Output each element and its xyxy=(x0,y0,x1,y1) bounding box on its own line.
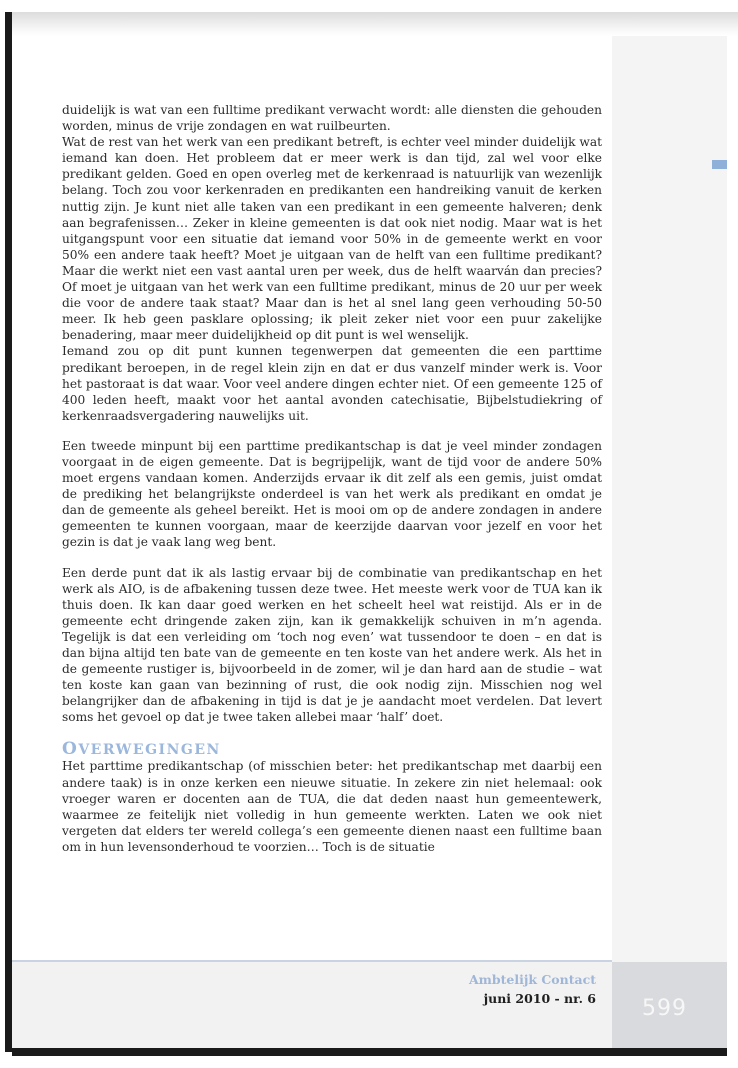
paragraph-3: Iemand zou op dit punt kunnen tegenwerpen dat gemeenten die een parttime predikant beroepen, in de regel klein zijn en dat er dus vanzelf minder werk is. Voor het pastoraat is dat waar. Voor veel andere dingen echter niet. Of een gemeente 125 of 400 leden heeft, maakt voor het aantal avonden catechisatie, Bijbelstudiekring of kerkenraadsvergadering nauwelijks uit. xyxy=(62,344,602,423)
footer-rule xyxy=(12,960,612,962)
paragraph-1: duidelijk is wat van een fulltime predikant verwacht wordt: alle diensten die gehouden worden, minus de vrije zondagen en wat ruilbeurten. xyxy=(62,103,602,134)
paragraph-4: Een tweede minpunt bij een parttime predikantschap is dat je veel minder zondagen voorgaat in de eigen gemeente. Dat is begrijpelijk, want de tijd voor de andere 50% moet ergens vandaan komen. Anderzijds ervaar ik dit zelf als een gemis, juist omdat de prediking het belangrijkste onderdeel is van het werk als predikant en omdat je dan de gemeente als geheel bereikt. Het is mooi om op de andere zondagen in andere gemeenten te kunnen voorgaan, maar de keerzijde daarvan voor jezelf en voor het gezin is dat je vaak lang weg bent. xyxy=(62,438,602,550)
paragraph-5: Een derde punt dat ik als lastig ervaar bij de combinatie van predikantschap en het werk als AIO, is de afbakening tussen deze twee. Het meeste werk voor de TUA kan ik thuis doen. Ik kan daar goed werken en het scheelt heel wat reistijd. Als er in de gemeente echt dringende zaken zijn, kan ik gemakkelijk schuiven in m’n agenda. Tegelijk is dat een verleiding om ‘toch nog even’ wat tussendoor te doen – en dat is dan bijna altijd ten bate van de gemeente en ten koste van het andere werk. Als het in de gemeente rustiger is, bijvoorbeeld in de zomer, wil je dan hard aan de studie – wat ten koste kan gaan van bezinning of rust, die ook nodig zijn. Misschien nog wel belangrijker dan de afbakening in tijd is dat je je aandacht moet verdelen. Dat levert soms het gevoel op dat je twee taken allebei maar ‘half’ doet. xyxy=(62,565,602,725)
page-number: 599 xyxy=(642,996,687,1021)
paragraph-6: Het parttime predikantschap (of misschien beter: het predikantschap met daarbij een andere taak) is in onze kerken een nieuwe situatie. In zekere zin niet helemaal: ook vroeger waren er docenten aan de TUA, die dat deden naast hun gemeentewerk, waarmee ze feitelijk niet volledig in hun gemeente werkten. Laten we ook niet vergeten dat elders ter wereld collega’s een gemeente dienen naast een fulltime baan om in hun levensonderhoud te voorzien… Toch is de situatie xyxy=(62,759,602,854)
article-body xyxy=(62,102,602,855)
issue-info: juni 2010 - nr. 6 xyxy=(483,991,596,1006)
section-heading xyxy=(62,741,602,758)
magazine-title: Ambtelijk Contact xyxy=(468,972,596,987)
blue-margin-marker xyxy=(712,160,727,169)
heading-rest: VERWEGINGEN xyxy=(78,742,221,759)
heading-initial: O xyxy=(62,739,79,760)
right-margin-band xyxy=(612,36,727,1040)
bottom-edge xyxy=(12,1048,727,1056)
binding-spine xyxy=(5,12,12,1052)
paragraph-2: Wat de rest van het werk van een predikant betreft, is echter veel minder duidelijk wat iemand kan doen. Het probleem dat er meer werk is dan tijd, zal wel voor elke predikant gelden. Goed en open overleg met de kerkenraad is natuurlijk van wezenlijk belang. Toch zou voor kerkenraden en predikanten een handreiking vanuit de kerken nuttig zijn. Je kunt niet alle taken van een predikant in een gemeente halveren; denk aan begrafenissen… Zeker in kleine gemeenten is dat ook niet nodig. Maar wat is het uitgangspunt voor een situatie dat iemand voor 50% in de gemeente werkt en voor 50% een andere taak heeft? Moet je uitgaan van de helft van een fulltime predikant? Maar die werkt niet een vast aantal uren per week, dus de helft waarván dan precies? Of moet je uitgaan van het werk van een fulltime predikant, minus de 20 uur per week die voor de andere taak staat? Maar dan is het al snel lang geen verhouding 50-50 meer. Ik heb geen pasklare oplossing; ik pleit zeker niet voor een puur zakelijke benadering, maar meer duidelijkheid op dit punt is wel wenselijk. xyxy=(62,135,602,343)
top-shadow xyxy=(12,12,738,36)
